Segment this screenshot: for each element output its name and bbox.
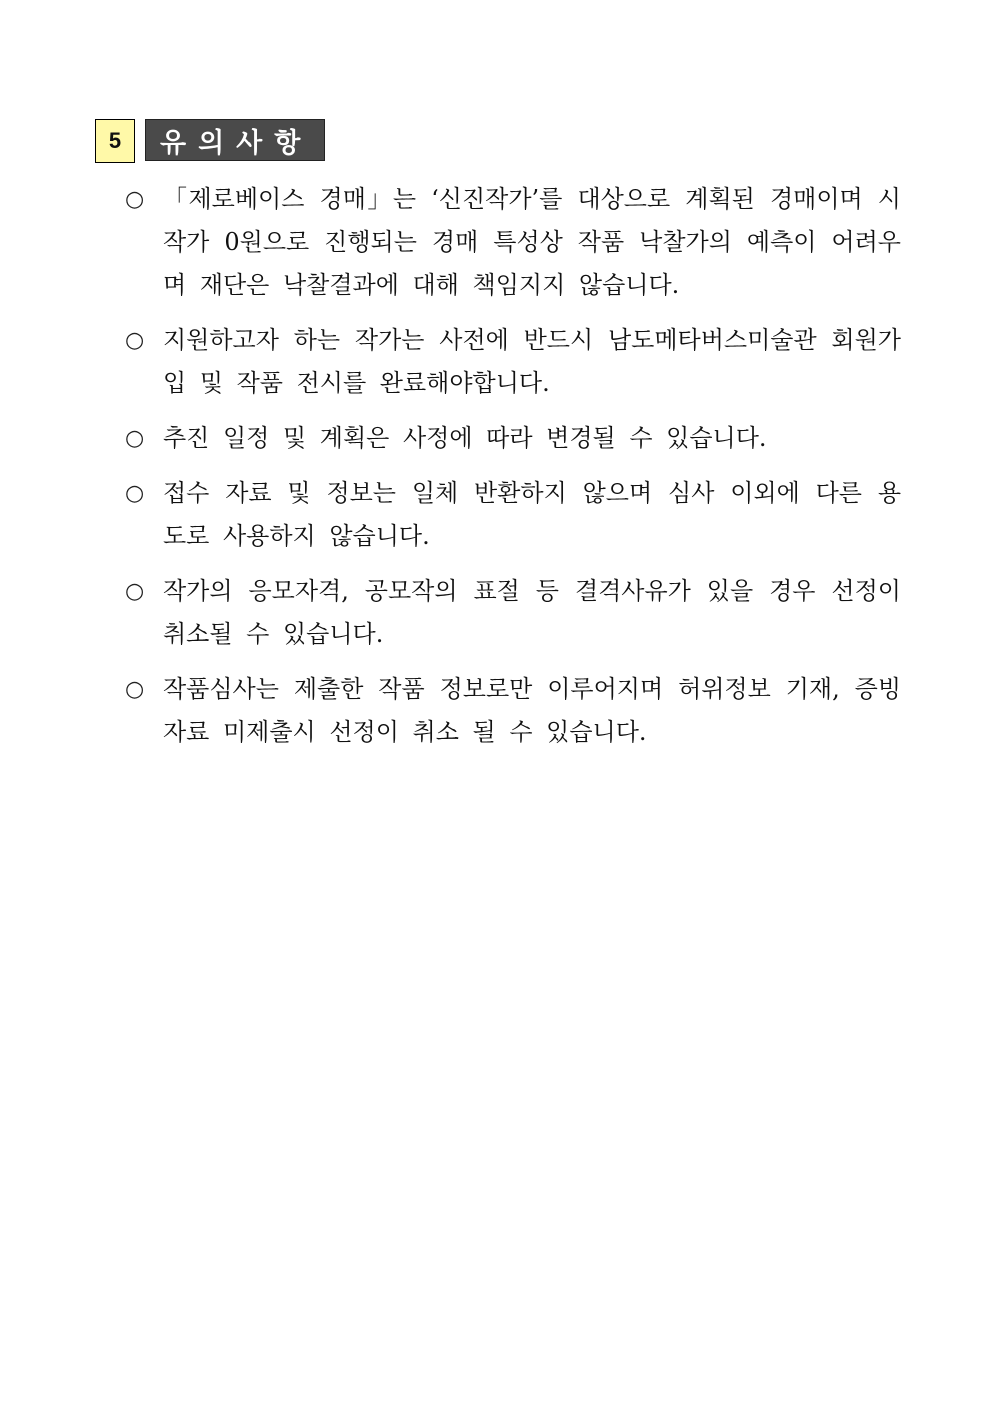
note-text: 작가의 응모자격, 공모작의 표절 등 결격사유가 있을 경우 선정이 취소될 수 있습니다. [163, 577, 901, 648]
section-number: 5 [95, 119, 135, 163]
circle-bullet-icon: ○ [125, 426, 145, 451]
circle-bullet-icon: ○ [125, 187, 145, 212]
circle-bullet-icon: ○ [125, 579, 145, 604]
list-item [125, 178, 901, 307]
note-text: 「제로베이스 경매」는 ‘신진작가’를 대상으로 계획된 경매이며 시작가 0원으로 진행되는 경매 특성상 작품 낙찰가의 예측이 어려우며 재단은 낙찰결과에 대해 책임지지 않습니다. [163, 185, 901, 299]
note-text: 지원하고자 하는 작가는 사전에 반드시 남도메타버스미술관 회원가입 및 작품 전시를 완료해야합니다. [163, 326, 901, 397]
note-text: 추진 일정 및 계획은 사정에 따라 변경될 수 있습니다. [163, 424, 767, 452]
circle-bullet-icon: ○ [125, 481, 145, 506]
list-item [125, 319, 901, 405]
note-text: 작품심사는 제출한 작품 정보로만 이루어지며 허위정보 기재, 증빙자료 미제출시 선정이 취소 될 수 있습니다. [163, 675, 901, 746]
list-item [125, 668, 901, 754]
circle-bullet-icon: ○ [125, 677, 145, 702]
section-title: 유의사항 [145, 119, 325, 161]
circle-bullet-icon: ○ [125, 328, 145, 353]
notes-list [125, 178, 901, 766]
section-header [95, 119, 325, 163]
note-text: 접수 자료 및 정보는 일체 반환하지 않으며 심사 이외에 다른 용도로 사용하지 않습니다. [163, 479, 901, 550]
list-item [125, 417, 901, 460]
list-item [125, 570, 901, 656]
list-item [125, 472, 901, 558]
